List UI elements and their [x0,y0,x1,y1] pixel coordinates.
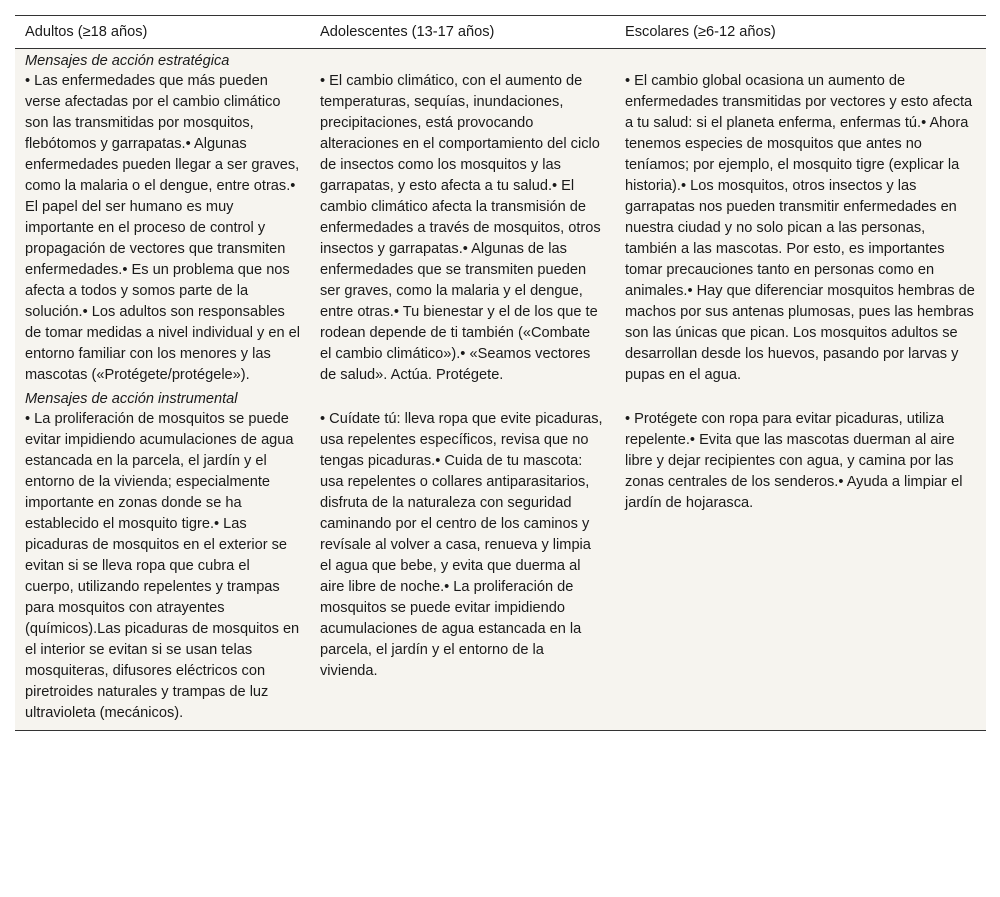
instrumental-schoolchildren-text: • Protégete con ropa para evitar picaduras, utiliza repelente.• Evita que las mascotas duerman al aire libre y dejar recipientes con agua, y camina por las zonas centrales de los senderos.• Ayuda a limpiar el jardín de hojarasca. [625,411,963,511]
instrumental-adults-cell [15,409,310,731]
section-strategic-row [15,49,986,72]
strategic-adults-text: • Las enfermedades que más pueden verse afectadas por el cambio climático son las transmitidas por mosquitos, flebótomos y garrapatas.• Algunas enfermedades pueden llegar a ser graves, como la malaria o el dengue, entre otras.• El papel del ser humano es muy importante en el proceso de control y propagación de vectores que transmiten enfermedades.• Es un problema que nos afecta a todos y somos parte de la solución.• Los adultos son responsables de tomar medidas a nivel individual y en el entorno familiar con los menores y las mascotas («Protégete/protégele»). [25,73,301,383]
instrumental-messages-row [15,409,986,731]
strategic-schoolchildren-text: • El cambio global ocasiona un aumento de enfermedades transmitidas por vectores y esto afecta a tu salud: si el planeta enferma, enfermas tú.• Ahora tenemos especies de mosquitos que antes no teníamos; por ejemplo, el mosquito tigre (explicar la historia).• Los mosquitos, otros insectos y las garrapatas nos pueden transmitir enfermedades en nuestra ciudad y no solo pican a las personas, también a las mascotas. Por esto, es importantes tomar precauciones tanto en personas como en animales.• Hay que diferenciar mosquitos hembras de machos por sus antenas plumosas, pues las hembras son las únicas que pican. Los mosquitos adultos se desarrollan desde los huevos, pasando por larvas y pupas en el agua. [625,73,975,383]
instrumental-adults-text: • La proliferación de mosquitos se puede evitar impidiendo acumulaciones de agua estancada en la parcela, el jardín y el entorno de la vivienda; especialmente importante en zonas donde se ha establecido el mosquito tigre.• Las picaduras de mosquitos en el exterior se evitan si se lleva ropa que cubra el cuerpo, utilizando repelentes y trampas para mosquitos con atrayentes (químicos).Las picaduras de mosquitos en el interior se evitan si se usan telas mosquiteras, difusores eléctricos con piretroides naturales y trampas de luz ultravioleta (mecánicos). [25,411,300,721]
header-adults: Adultos (≥18 años) [15,16,310,49]
strategic-adolescents-cell [310,71,615,387]
messages-table [15,15,986,731]
instrumental-schoolchildren-cell [615,409,986,731]
section-title-strategic: Mensajes de acción estratégica [15,49,986,72]
strategic-schoolchildren-cell [615,71,986,387]
section-instrumental-row [15,387,986,409]
instrumental-adolescents-text: • Cuídate tú: lleva ropa que evite picaduras, usa repelentes específicos, revisa que no tengas picaduras.• Cuida de tu mascota: usa repelentes o collares antiparasitarios, disfruta de la naturaleza con seguridad caminando por el centro de los caminos y revísale al volver a casa, renueva y limpia el agua que bebe, y evita que duerma al aire libre de noche.• La proliferación de mosquitos se puede evitar impidiendo acumulaciones de agua estancada en la parcela, el jardín y el entorno de la vivienda. [320,411,603,679]
strategic-adults-cell [15,71,310,387]
header-schoolchildren: Escolares (≥6-12 años) [615,16,986,49]
header-row [15,16,986,49]
section-title-instrumental: Mensajes de acción instrumental [15,387,986,409]
strategic-adolescents-text: • El cambio climático, con el aumento de temperaturas, sequías, inundaciones, precipitaciones, está provocando alteraciones en el comportamiento del ciclo de insectos como los mosquitos y las garrapatas, y esto afecta a tu salud.• El cambio climático afecta la transmisión de enfermedades a través de mosquitos, otros insectos y garrapatas.• Algunas de las enfermedades que se transmiten pueden ser graves, como la malaria y el dengue, entre otras.• Tu bienestar y el de los que te rodean depende de ti también («Combate el cambio climático»).• «Seamos vectores de salud». Actúa. Protégete. [320,73,601,383]
header-adolescents: Adolescentes (13-17 años) [310,16,615,49]
instrumental-adolescents-cell [310,409,615,731]
strategic-messages-row [15,71,986,387]
